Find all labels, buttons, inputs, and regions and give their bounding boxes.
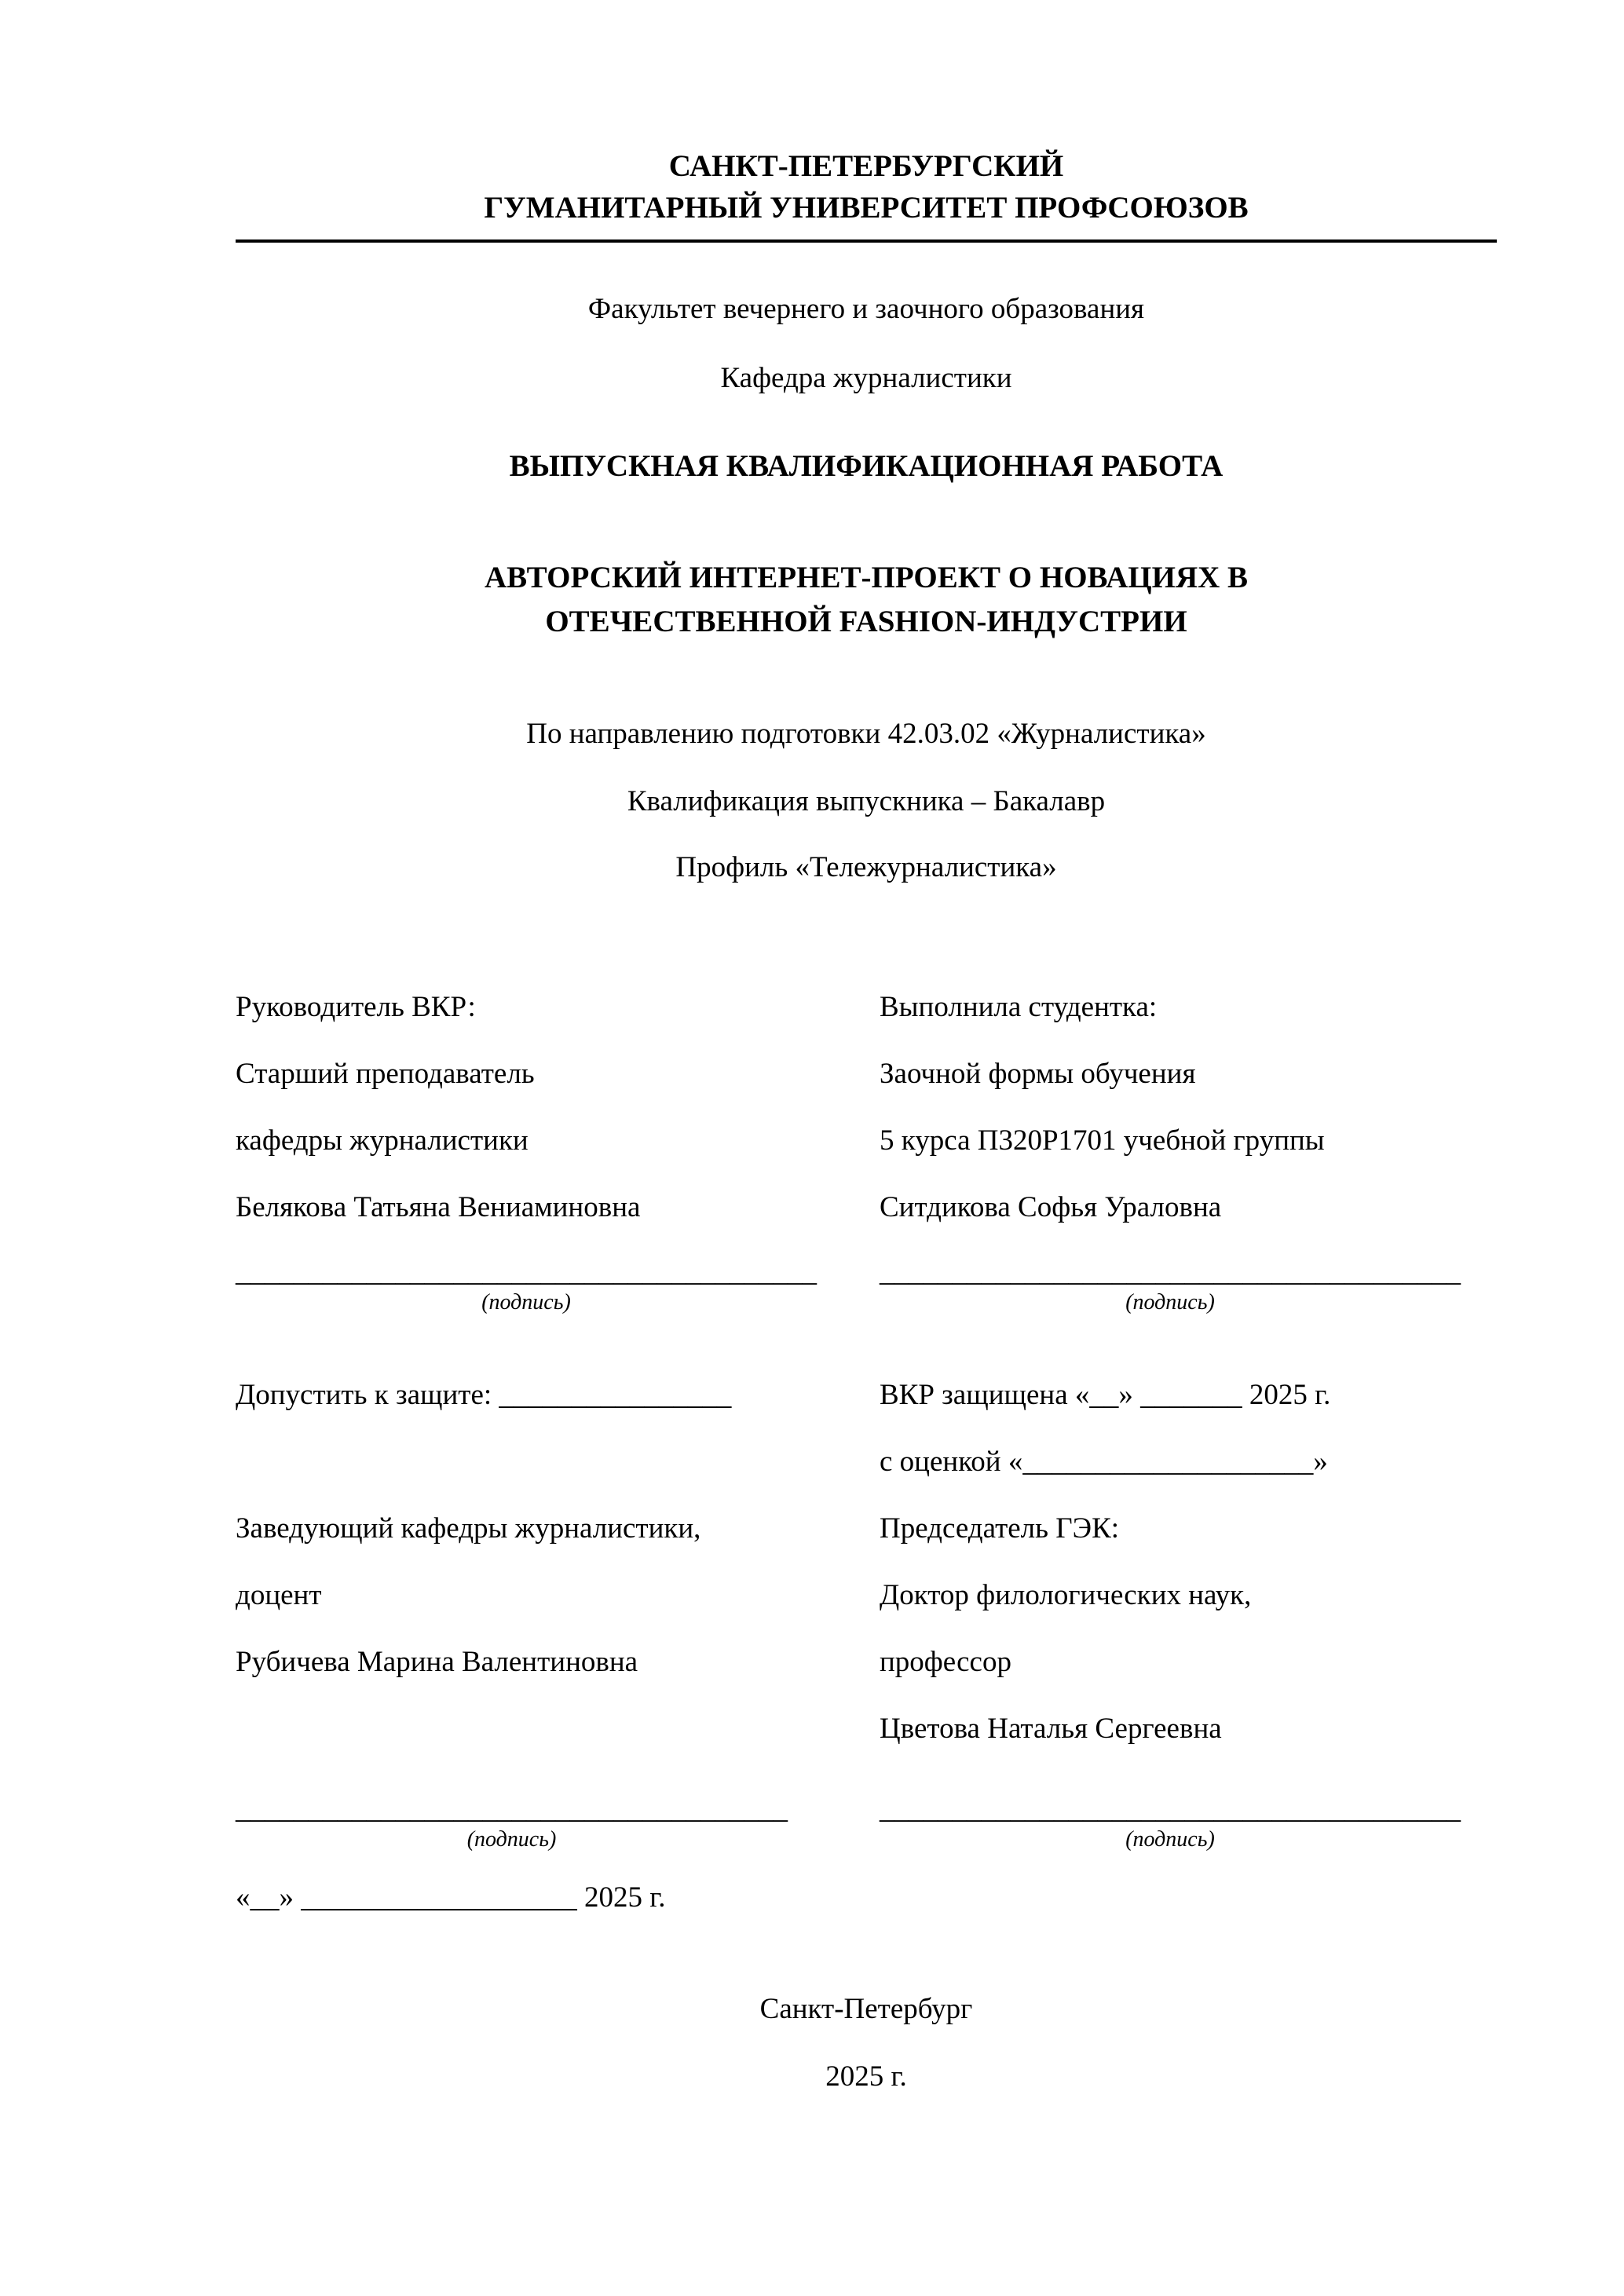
chair-signature-block — [880, 1793, 1461, 1855]
university-header — [236, 145, 1497, 229]
supervisor-position-line2: кафедры журналистики — [236, 1124, 529, 1157]
chair-name: Цветова Наталья Сергеевна — [880, 1713, 1222, 1745]
thesis-title-line1: АВТОРСКИЙ ИНТЕРНЕТ-ПРОЕКТ О НОВАЦИЯХ В — [484, 561, 1249, 594]
supervisor-signature-line: ________________________________________ — [236, 1256, 817, 1288]
department-line: Кафедра журналистики — [720, 362, 1012, 394]
footer — [236, 1986, 1497, 2100]
admission-date-line: «__» ___________________ 2025 г. — [236, 1881, 666, 1914]
admit-to-defense-line: Допустить к защите: ________________ — [236, 1379, 732, 1411]
student-label: Выполнила студентка: — [880, 991, 1158, 1023]
chair-position-line2: профессор — [880, 1646, 1011, 1678]
chair-position-line1: Доктор филологических наук, — [880, 1579, 1252, 1611]
department-head-signature-block — [236, 1793, 788, 1855]
supervisor-label: Руководитель ВКР: — [236, 991, 476, 1023]
grade-line: с оценкой «____________________» — [880, 1446, 1328, 1478]
department-head-name: Рубичева Марина Валентиновна — [236, 1646, 638, 1678]
qualification-line: Квалификация выпускника – Бакалавр — [627, 785, 1106, 817]
header-rule — [236, 239, 1497, 243]
department-head-signature-line: ______________________________________ — [236, 1793, 788, 1825]
university-name-line2: ГУМАНИТАРНЫЙ УНИВЕРСИТЕТ ПРОФСОЮЗОВ — [484, 191, 1249, 225]
page-content — [236, 145, 1497, 2100]
chair-signature-line: ________________________________________ — [880, 1793, 1461, 1825]
student-group-line: 5 курса П320Р1701 учебной группы — [880, 1124, 1325, 1157]
student-name: Ситдикова Софья Ураловна — [880, 1191, 1222, 1223]
supervisor-signature-block — [236, 1256, 817, 1318]
signature-columns — [236, 974, 1497, 1931]
profile-line: Профиль «Тележурналистика» — [675, 851, 1057, 883]
student-column — [880, 974, 1497, 1931]
thesis-title — [236, 556, 1497, 644]
chair-label: Председатель ГЭК: — [880, 1512, 1120, 1545]
student-signature-caption: (подпись) — [1125, 1290, 1215, 1314]
work-type-heading: ВЫПУСКНАЯ КВАЛИФИКАЦИОННАЯ РАБОТА — [509, 449, 1223, 483]
defense-date-line: ВКР защищена «__» _______ 2025 г. — [880, 1379, 1331, 1411]
spacer — [236, 1695, 842, 1762]
student-signature-block — [880, 1256, 1461, 1318]
student-signature-line: ________________________________________ — [880, 1256, 1461, 1288]
chair-signature-caption: (подпись) — [1125, 1827, 1215, 1852]
department-head-position-line1: Заведующий кафедры журналистики, — [236, 1512, 701, 1545]
supervisor-position-line1: Старший преподаватель — [236, 1058, 535, 1090]
spacer — [236, 1428, 842, 1495]
thesis-title-line2: ОТЕЧЕСТВЕННОЙ FASHION-ИНДУСТРИИ — [545, 605, 1187, 638]
footer-year: 2025 г. — [825, 2060, 907, 2093]
university-name-line1: САНКТ-ПЕТЕРБУРГСКИЙ — [668, 149, 1064, 183]
supervisor-column — [236, 974, 842, 1931]
department-head-signature-caption: (подпись) — [466, 1827, 557, 1852]
footer-city: Санкт-Петербург — [759, 1993, 973, 2025]
department-head-position-line2: доцент — [236, 1579, 322, 1611]
direction-line: По направлению подготовки 42.03.02 «Журналистика» — [526, 718, 1206, 750]
student-form-line: Заочной формы обучения — [880, 1058, 1196, 1090]
supervisor-signature-caption: (подпись) — [481, 1290, 571, 1314]
faculty-line: Факультет вечернего и заочного образования — [587, 293, 1145, 325]
supervisor-name: Белякова Татьяна Вениаминовна — [236, 1191, 641, 1223]
